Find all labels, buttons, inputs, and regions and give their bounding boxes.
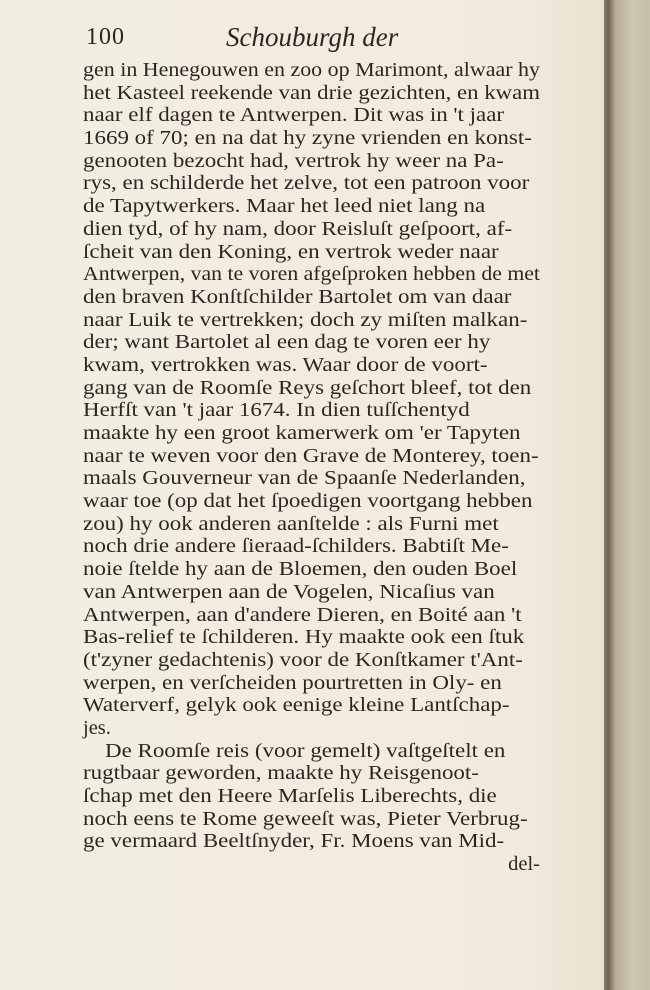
text-line: Waterverf, gelyk ook eenige kleine Lantſchap-	[83, 694, 510, 717]
text-line: zou) hy ook anderen aanſtelde : als Furni met	[83, 512, 499, 535]
text-line: noch eens te Rome geweeſt was, Pieter Verbrug-	[83, 807, 528, 830]
text-line: rys, en schilderde het zelve, tot een patroon voor	[83, 172, 530, 195]
text-line: 1669 of 70; en na dat hy zyne vrienden en konst-	[83, 127, 532, 150]
text-line: noch drie andere ſieraad-ſchilders. Babtiſt Me-	[83, 535, 509, 558]
body-text	[83, 59, 540, 876]
text-line: (t'zyner gedachtenis) voor de Konſtkamer t'Ant-	[83, 648, 523, 671]
text-line: kwam, vertrokken was. Waar door de voort-	[83, 353, 488, 376]
page-header	[86, 22, 546, 56]
book-gutter	[604, 0, 650, 990]
text-line: rugtbaar geworden, maakte hy Reisgenoot-	[83, 762, 479, 785]
text-line: werpen, en verſcheiden pourtretten in Oly- en	[83, 671, 502, 694]
running-title: Schouburgh der	[226, 22, 399, 52]
text-line: maals Gouverneur van de Spaanſe Nederlanden,	[83, 467, 526, 490]
text-line: dien tyd, of hy nam, door Reisluſt geſpoort, af-	[83, 217, 513, 240]
text-line: maakte hy een groot kamerwerk om 'er Tapyten	[83, 422, 521, 444]
text-line: genooten bezocht had, vertrok hy weer na Pa-	[83, 149, 504, 172]
text-line: de Tapytwerkers. Maar het leed niet lang na	[83, 195, 486, 218]
text-line: naar te weven voor den Grave de Monterey, toen-	[83, 444, 539, 467]
text-line: Herfſt van 't jaar 1674. In dien tuſſchentyd	[83, 399, 470, 422]
text-line: het Kasteel reekende van drie gezichten, en kwam	[83, 81, 540, 104]
text-line: jes.	[83, 716, 111, 739]
text-line: ge vermaard Beeltſnyder, Fr. Moens van Mid-	[83, 830, 505, 853]
text-line: Antwerpen, aan d'andere Dieren, en Boité aan 't	[83, 603, 522, 626]
text-line: der; want Bartolet al een dag te voren eer hy	[83, 331, 491, 354]
text-line: ſchap met den Heere Marſelis Liberechts, die	[83, 785, 497, 807]
text-line: gang van de Roomſe Reys geſchort bleef, tot den	[83, 376, 532, 399]
text-line: noie ſtelde hy aan de Bloemen, den ouden Boel	[83, 558, 518, 581]
page-number: 100	[86, 24, 125, 50]
text-line: van Antwerpen aan de Vogelen, Nicaſius van	[83, 580, 495, 603]
text-line: ſcheit van den Koning, en vertrok weder naar	[83, 240, 499, 263]
text-line: De Roomſe reis (voor gemelt) vaſtgeſtelt en	[105, 739, 506, 762]
text-line: Bas-relief te ſchilderen. Hy maakte ook een ſtuk	[83, 626, 525, 649]
text-line: den braven Konſtſchilder Bartolet om van daar	[83, 285, 512, 308]
text-line: naar Luik te vertrekken; doch zy miſten malkan-	[83, 308, 528, 331]
text-line: waar toe (op dat het ſpoedigen voortgang hebben	[83, 490, 533, 513]
text-line: gen in Henegouwen en zoo op Marimont, alwaar hy	[83, 59, 540, 81]
catchword: del-	[508, 853, 540, 876]
text-line: naar elf dagen te Antwerpen. Dit was in 't jaar	[83, 104, 505, 127]
text-line: Antwerpen, van te voren afgeſproken hebben de met	[83, 263, 540, 286]
